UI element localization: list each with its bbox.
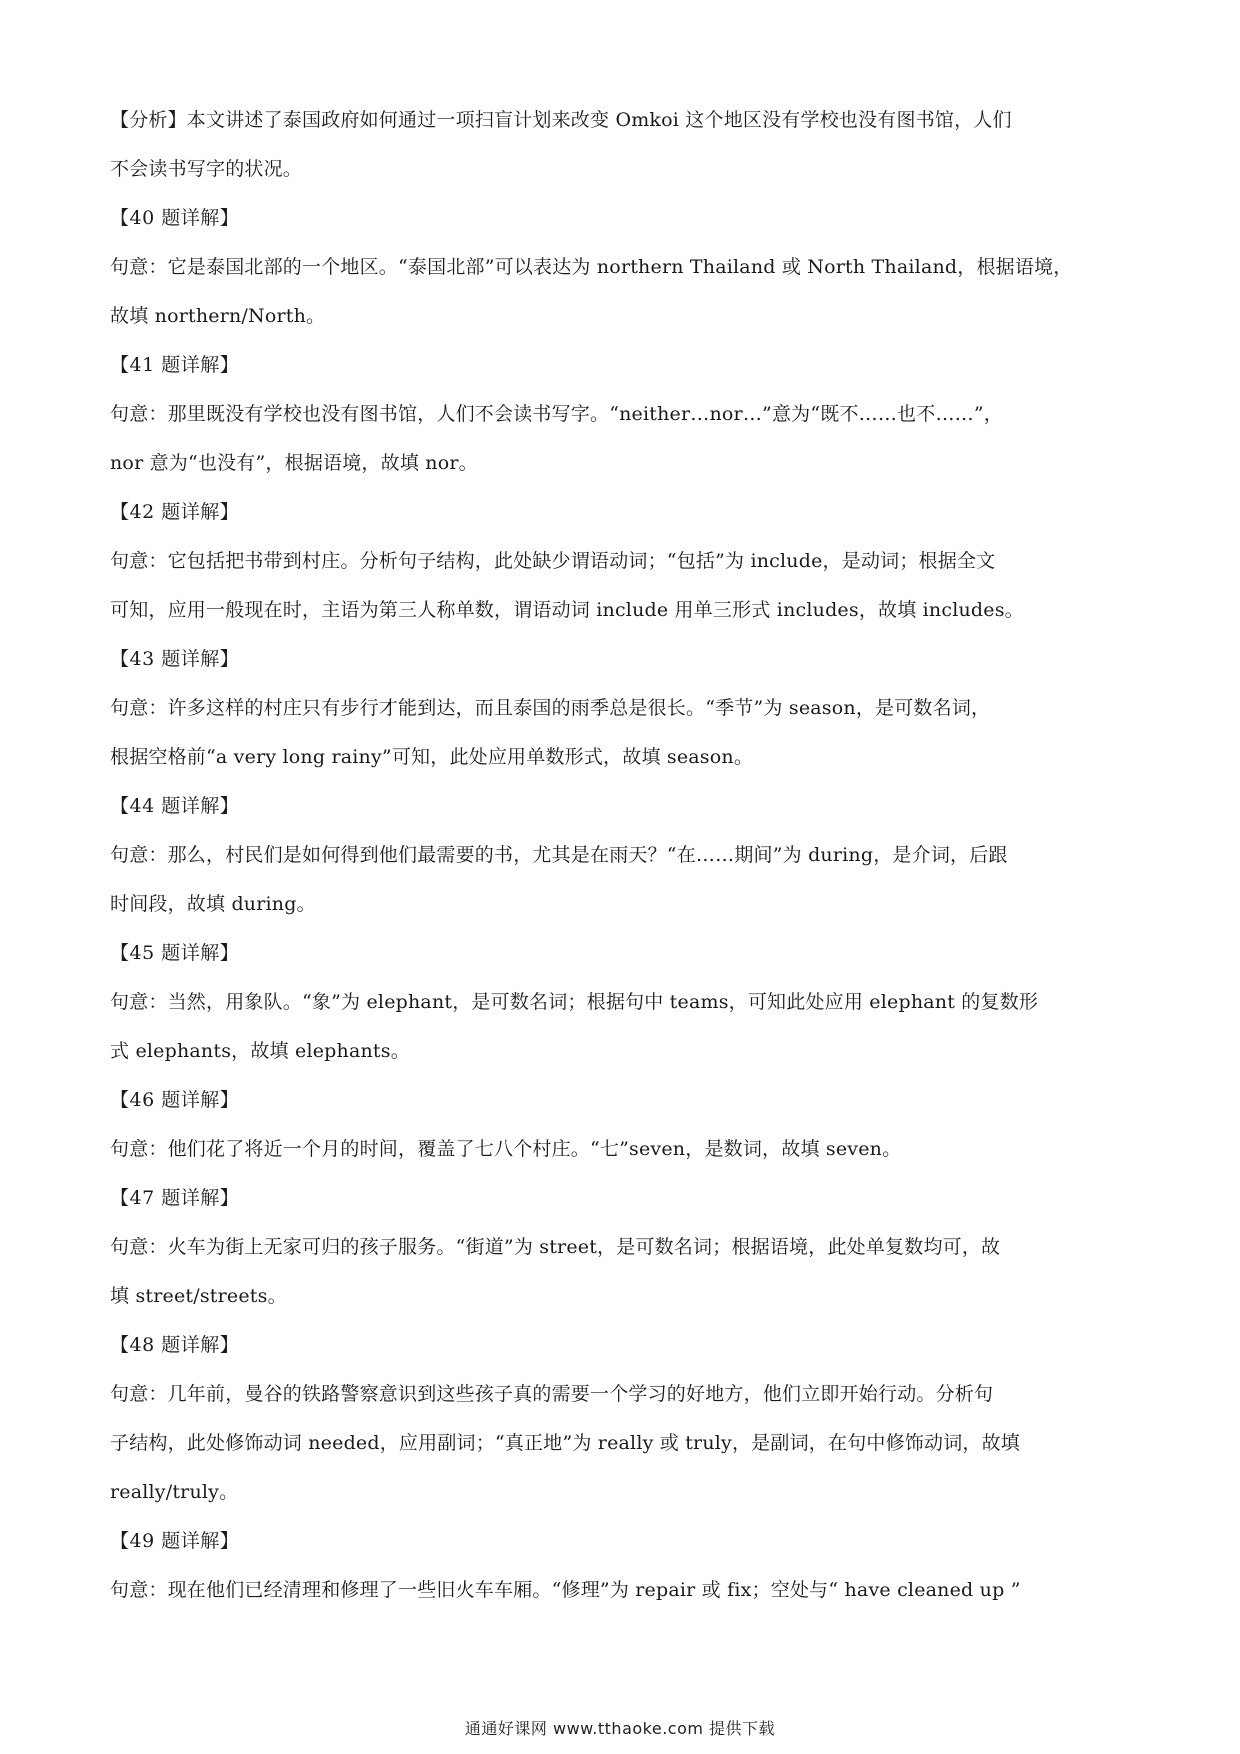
page-footer: 通通好课网 www.tthaoke.com 提供下载 bbox=[464, 1719, 776, 1738]
section-47-line-1: 句意：火车为街上无家可归的孩子服务。“街道”为 street，是可数名词；根据语境，此处单复数均可，故 bbox=[110, 1236, 1001, 1258]
section-42-line-1: 句意：它包括把书带到村庄。分析句子结构，此处缺少谓语动词；“包括”为 include，是动词；根据全文 bbox=[110, 550, 996, 572]
section-heading-48: 【48 题详解】 bbox=[110, 1334, 240, 1356]
section-44-line-1: 句意：那么，村民们是如何得到他们最需要的书，尤其是在雨天？“在……期间”为 during，是介词，后跟 bbox=[110, 844, 1008, 866]
section-heading-45: 【45 题详解】 bbox=[110, 942, 240, 964]
analysis-line-2: 不会读书写字的状况。 bbox=[110, 158, 303, 180]
section-40-line-2: 故填 northern/North。 bbox=[110, 305, 326, 327]
section-44-line-2: 时间段，故填 during。 bbox=[110, 893, 316, 915]
section-49-line-1: 句意：现在他们已经清理和修理了一些旧火车车厢。“修理”为 repair 或 fix；空处与“ have cleaned up ” bbox=[110, 1579, 1021, 1601]
section-48-line-3: really/truly。 bbox=[110, 1481, 239, 1503]
document-body bbox=[110, 96, 1130, 1615]
section-heading-41: 【41 题详解】 bbox=[110, 354, 240, 376]
section-heading-46: 【46 题详解】 bbox=[110, 1089, 240, 1111]
section-40-line-1: 句意：它是泰国北部的一个地区。“泰国北部”可以表达为 northern Thailand 或 North Thailand，根据语境， bbox=[110, 256, 1073, 278]
section-48-line-1: 句意：几年前，曼谷的铁路警察意识到这些孩子真的需要一个学习的好地方，他们立即开始行动。分析句 bbox=[110, 1383, 994, 1405]
section-47-line-2: 填 street/streets。 bbox=[110, 1285, 287, 1307]
section-heading-40: 【40 题详解】 bbox=[110, 207, 240, 229]
section-heading-44: 【44 题详解】 bbox=[110, 795, 240, 817]
section-heading-42: 【42 题详解】 bbox=[110, 501, 240, 523]
section-42-line-2: 可知，应用一般现在时，主语为第三人称单数，谓语动词 include 用单三形式 includes，故填 includes。 bbox=[110, 599, 1024, 621]
analysis-line-1: 【分析】本文讲述了泰国政府如何通过一项扫盲计划来改变 Omkoi 这个地区没有学校也没有图书馆，人们 bbox=[110, 109, 1012, 131]
section-45-line-1: 句意：当然，用象队。“象”为 elephant，是可数名词；根据句中 teams，可知此处应用 elephant 的复数形 bbox=[110, 991, 1039, 1013]
section-heading-47: 【47 题详解】 bbox=[110, 1187, 240, 1209]
section-41-line-2: nor 意为“也没有”，根据语境，故填 nor。 bbox=[110, 452, 478, 474]
section-41-line-1: 句意：那里既没有学校也没有图书馆，人们不会读书写字。“neither…nor…”意为“既不……也不……”， bbox=[110, 403, 1003, 425]
section-46-line-1: 句意：他们花了将近一个月的时间，覆盖了七八个村庄。“七”seven，是数词，故填 seven。 bbox=[110, 1138, 902, 1160]
section-48-line-2: 子结构，此处修饰动词 needed，应用副词；“真正地”为 really 或 truly，是副词，在句中修饰动词，故填 bbox=[110, 1432, 1020, 1454]
section-43-line-1: 句意：许多这样的村庄只有步行才能到达，而且泰国的雨季总是很长。“季节”为 season，是可数名词， bbox=[110, 697, 991, 719]
section-heading-49: 【49 题详解】 bbox=[110, 1530, 240, 1552]
section-45-line-2: 式 elephants，故填 elephants。 bbox=[110, 1040, 410, 1062]
section-43-line-2: 根据空格前“a very long rainy”可知，此处应用单数形式，故填 season。 bbox=[110, 746, 754, 768]
section-heading-43: 【43 题详解】 bbox=[110, 648, 240, 670]
